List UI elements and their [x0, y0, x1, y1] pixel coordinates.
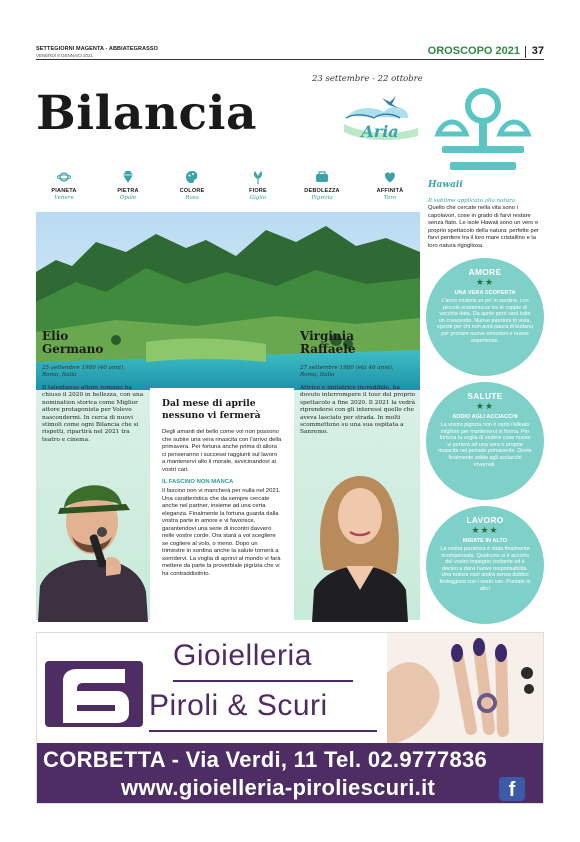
sign-title: Bilancia [36, 86, 257, 141]
issue-date: VENERDÌ 8 GENNAIO 2021 [36, 53, 94, 58]
palette-icon [185, 170, 199, 184]
gem-icon [121, 170, 135, 184]
hand-with-jewelry-photo [387, 633, 544, 743]
attribute-label: PIANETA [51, 188, 77, 194]
celebrity-birthdate: 27 settembre 1980 (età 40 anni), [300, 365, 394, 371]
elio-germano-photo [36, 458, 148, 622]
forecast-health [426, 382, 544, 500]
ad-address: CORBETTA - Via Verdi, 11 Tel. 02.9777836 [43, 747, 488, 772]
celebrity-left [42, 330, 146, 444]
forecast-subtitle: MIRATE IN ALTO [462, 538, 508, 544]
weakness-icon [315, 170, 329, 184]
sign-attributes [36, 170, 428, 210]
page-number: 37 [531, 45, 544, 57]
jeweler-logo [41, 657, 147, 731]
publication-name: SETTEGIORNI MAGENTA - ABBIATEGRASSO [36, 46, 159, 52]
forecast-work [426, 506, 544, 624]
celebrity-birthdate: 25 settembre 1980 (40 anni), [42, 365, 125, 371]
ad-headline: Gioielleria [173, 639, 312, 672]
attribute-value: Venere [54, 195, 74, 201]
sign-dates: 23 settembre - 22 ottobre [312, 74, 423, 84]
air-element-badge [334, 88, 424, 146]
attribute-flower [230, 170, 286, 201]
celebrity-bio: Il talentuoso attore romano ha chiuso il 2020 in bellezza, con una nomination storica come Miglior attore protagonista per Volevo nascondermi. In cerca di nuovi stimoli come ogni Bilancia che si rispetti, ripartirà nel 2021 tra teatro e cinema. [42, 385, 144, 443]
heart-icon [383, 170, 397, 184]
celebrity-birthplace: Roma, Italia [300, 372, 335, 378]
attribute-label: PIETRA [117, 188, 139, 194]
celebrity-last-name: Raffaele [300, 342, 356, 356]
ad-underline [173, 680, 353, 682]
facebook-icon[interactable]: f [499, 777, 525, 801]
forecast-subtitle: UNA VERA SCOPERTA [454, 290, 516, 296]
destination-subtitle: Il sublime applicato alla natura [428, 198, 516, 204]
attribute-label: COLORE [179, 188, 205, 194]
celebrity-right [300, 330, 418, 437]
attribute-value: Opale [119, 195, 137, 201]
forecast-text: La vostra pigrizia non è certo l'alleato migliore per mantenervi in forma. Per fortuna la voglia di vedere cose nuove vi porterà ad una vera e propria rinascita nel periodo primaverile. Direte finalmente addio agli acciacchi invernali. [438, 422, 532, 468]
virginia-raffaele-photo [300, 450, 420, 622]
attribute-label: AFFINITÀ [376, 188, 404, 194]
attribute-weakness [294, 170, 350, 201]
attribute-value: Pigrizia [311, 195, 333, 201]
celebrity-birth-info [42, 365, 146, 379]
forecast-love [426, 258, 544, 376]
celebrity-last-name: Germano [42, 342, 104, 356]
ad-underline [149, 730, 377, 732]
celebrity-birthplace: Roma, Italia [42, 372, 77, 378]
attribute-color [164, 170, 220, 201]
forecast-text: La vostra pazienza è stata finalmente ricompensata. Qualcuno si è accorto del vostro impegno costante ed è deciso a darvi nuove responsabilità. Una notizia così andrà senza dubbio festeggiata con i vostri cari. Puntate in alto! [439, 546, 531, 592]
attribute-label: DEBOLEZZA [304, 188, 340, 194]
article-heading-line-1: Dal mese di aprile [162, 398, 256, 409]
attribute-value: Rosa [185, 195, 199, 201]
rating-stars-icon: ★★ [475, 401, 495, 411]
celebrity-name [300, 330, 418, 356]
ad-store-name: Piroli & Scuri [149, 689, 328, 722]
destination-title: Hawaii [428, 180, 463, 190]
article-paragraph-2: Il fascino non vi mancherà per nulla nel 2021. Una caratteristica che da sempre cercate anche nel partner, insieme ad una certa eleganza. Finalmente la fortuna guarda dalla vostra parte in amore e vi favorisce, garantendovi una serie di incontri davvero nelle vostre corde. Ora starà a voi scegliere se cogliere al volo, o meno. Dopo un trimestre in sordina anche la salute tornerà a sorridervi. La voglia di aprirvi al mondo vi farà mettere da parte la proverbiale pigrizia che vi ha contraddistinto. [162, 488, 281, 577]
ad-website-link[interactable]: www.gioielleria-piroliescuri.it [121, 775, 436, 800]
attribute-affinity [362, 170, 418, 201]
celebrity-first-name: Virginia [300, 329, 354, 343]
attribute-label: FIORE [249, 188, 267, 194]
attribute-planet [36, 170, 92, 201]
attribute-value: Toro [383, 195, 397, 201]
attribute-value: Giglio [249, 195, 267, 201]
rating-stars-icon: ★★★ [471, 525, 499, 535]
rating-stars-icon: ★★ [475, 277, 495, 287]
article-subheading: IL FASCINO NON MANCA [162, 479, 234, 485]
celebrity-name [42, 330, 146, 356]
horoscope-article [150, 388, 294, 624]
planet-icon [57, 170, 71, 184]
header-divider [525, 46, 526, 58]
libra-symbol-icon [430, 76, 536, 174]
forecast-title: AMORE [468, 267, 502, 277]
forecast-title: SALUTE [467, 391, 503, 401]
attribute-stone [100, 170, 156, 201]
article-heading-line-2: nessuno vi fermerà [162, 410, 261, 421]
forecast-title: LAVORO [466, 515, 504, 525]
celebrity-bio: Attrice e imitatrice incredibile, ha dovuto interrompere il tour del proprio spettacolo a fine 2020. Il 2021 la vedrà riprendersi con gli interessi quello che aveva lasciato per strada. In molti scommettono su una sua ospitata a Sanremo. [300, 385, 416, 436]
forecast-text: L'anno inizierà un po' in sordina, con piccole scaramucce tra le coppie di vecchia data. Da aprile però sarà tutto un crescendo. Nuove passioni in vista, specie per chi non avrà paura di buttarsi per provare nuove emozioni e nuove esperienze. [437, 298, 533, 344]
celebrity-first-name: Elio [42, 329, 69, 343]
element-label: Aria [361, 122, 399, 141]
forecast-subtitle: ADDIO AGLI ACCIACCHI [452, 414, 518, 420]
article-heading [162, 398, 282, 422]
ad-contact-band [37, 743, 544, 804]
section-title: OROSCOPO 2021 [427, 45, 520, 57]
article-paragraph-1: Degli amanti del bello come voi non possono che subire una vera rinascita con l'arrivo della primavera. Per fortuna anche prima di allora ci penseranno i successi raggiunti sul lavoro a mantenervi alto il morale, avvicinandovi ai vostri cari. [162, 429, 282, 473]
flower-icon [251, 170, 265, 184]
celebrity-birth-info [300, 365, 418, 379]
jewelry-advertisement[interactable] [36, 632, 544, 804]
page-header [36, 46, 544, 60]
bird-icon [382, 96, 398, 108]
destination-text: Quello che cercate nella vita sono i capolavori, cose in grado di farvi restare senza fiato. Le isole Hawaii sono un vero e proprio spettacolo della natura: perfette per farvi perdere tra il loro mare cristallino e la loro natura rigogliosa. [428, 205, 539, 249]
